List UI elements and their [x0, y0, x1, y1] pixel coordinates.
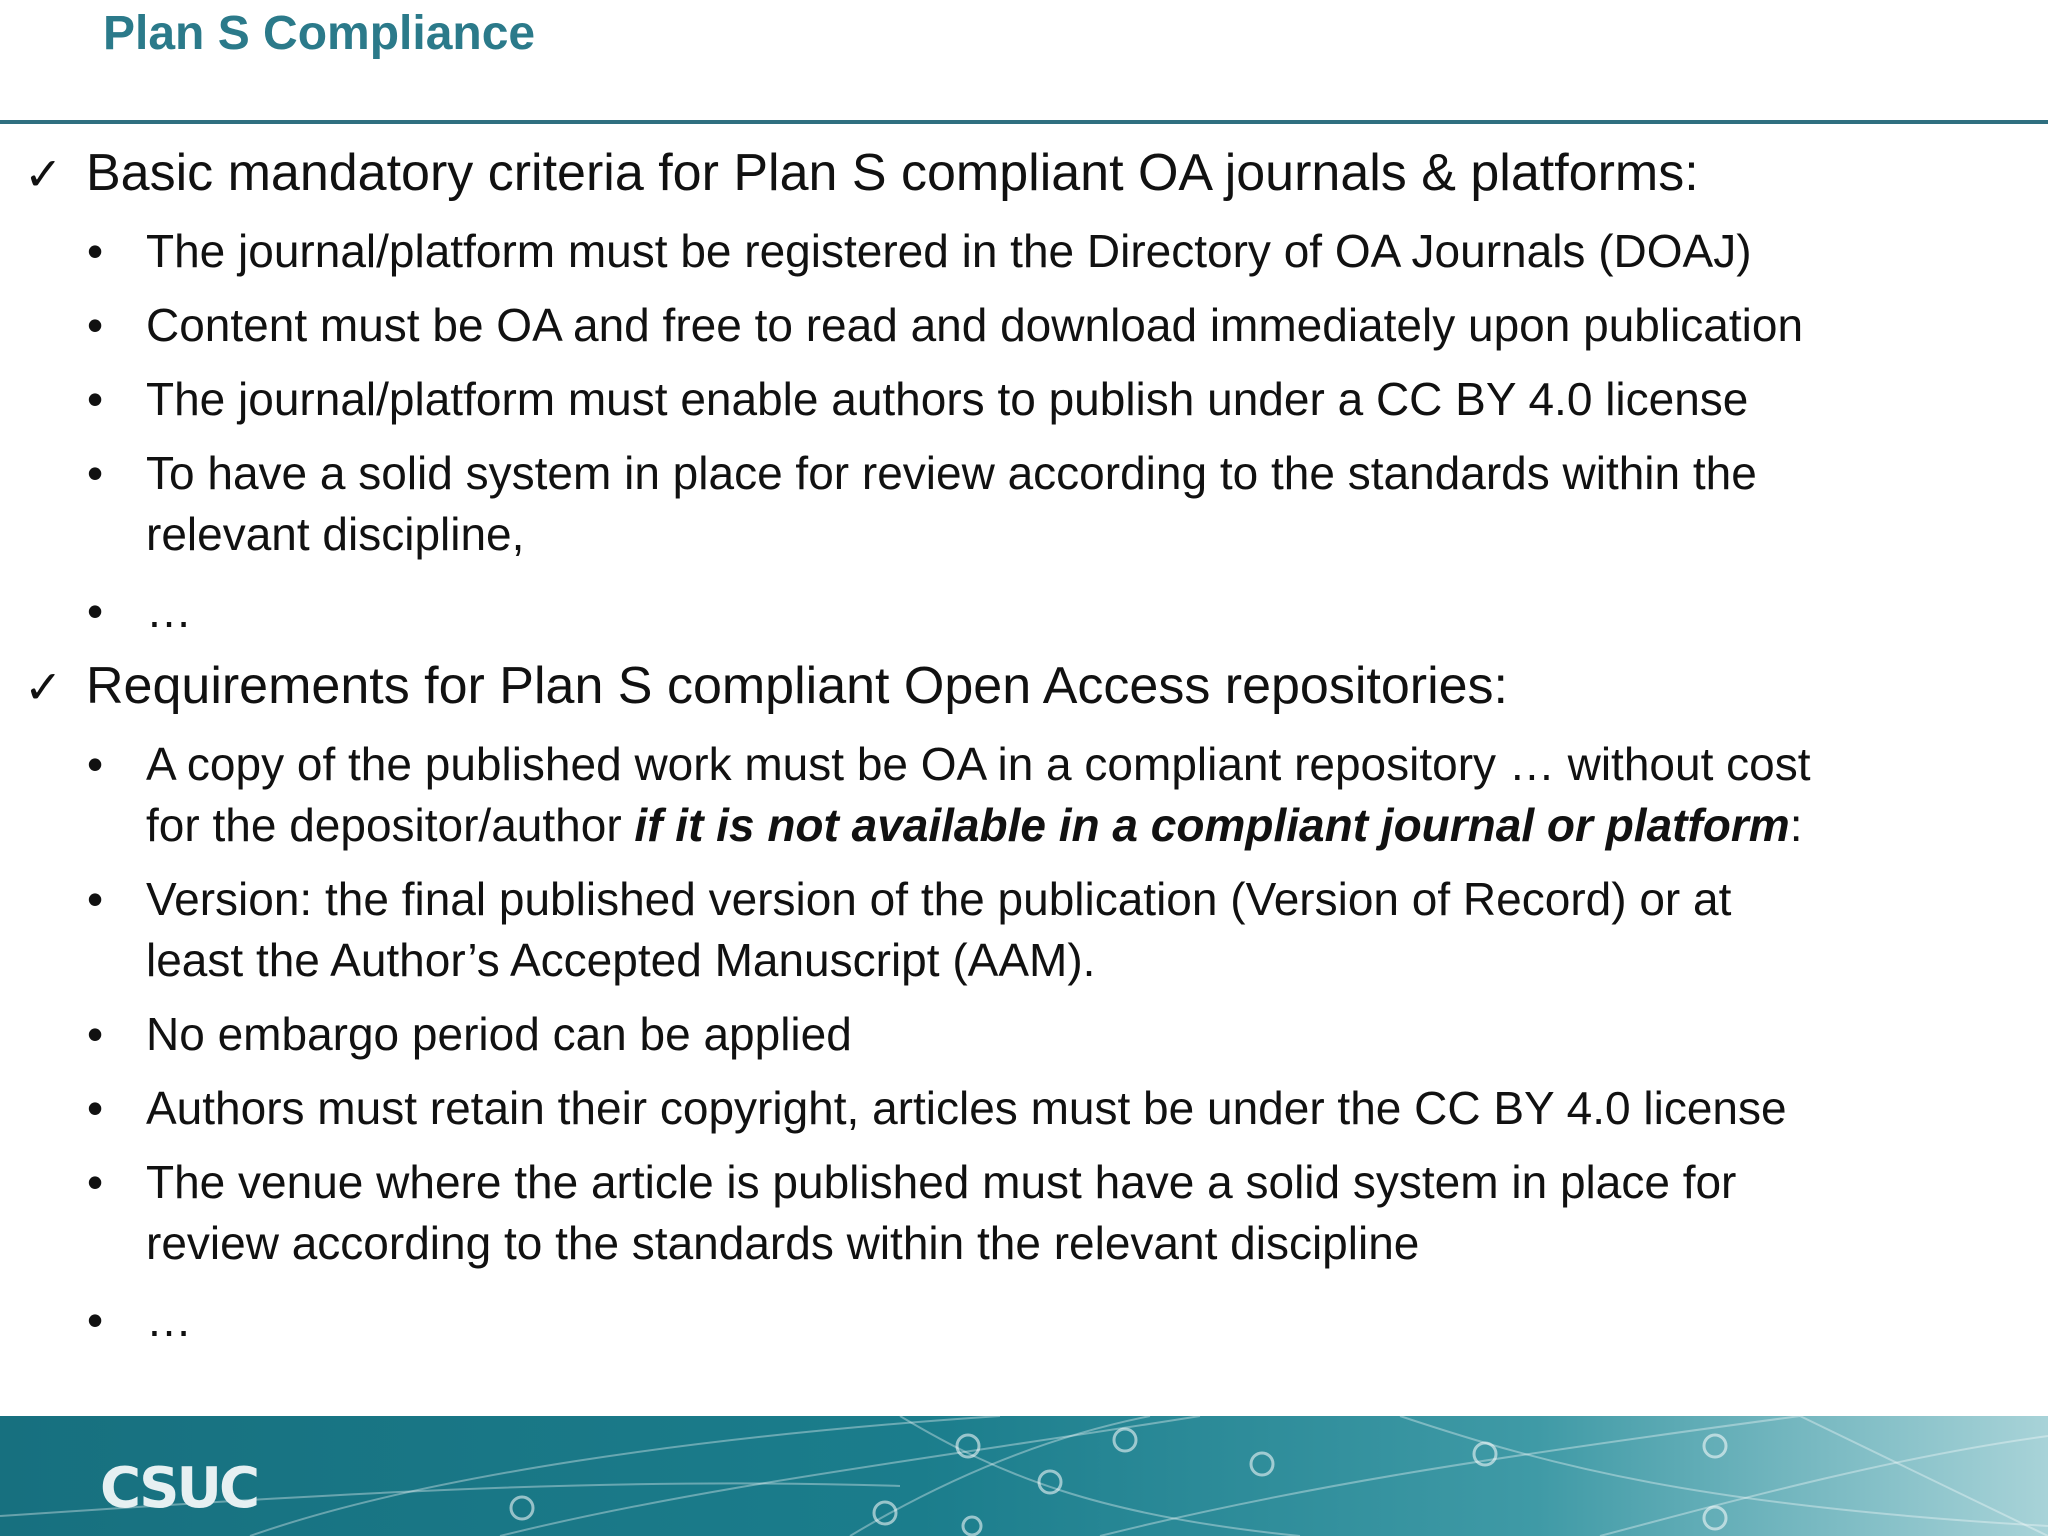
- slide-title: Plan S Compliance: [103, 7, 536, 60]
- list-item: [80, 869, 2020, 991]
- emphasis-text: if it is not available in a compliant journal or platform: [634, 799, 1790, 851]
- list-item: [80, 734, 2020, 856]
- bullet-icon: •: [86, 873, 104, 925]
- bullet-icon: •: [86, 585, 104, 637]
- list-item-text: No embargo period can be applied: [146, 1008, 852, 1060]
- list-item: [80, 295, 2020, 356]
- bullet-icon: •: [86, 1008, 104, 1060]
- list-item-text: Version: the final published version of the publication (Version of Record) or at: [146, 873, 1732, 925]
- bullet-icon: •: [86, 1082, 104, 1134]
- list-item: [80, 221, 2020, 282]
- list-item-text: The venue where the article is published must have a solid system in place for: [146, 1156, 1737, 1208]
- list-item: [80, 1152, 2020, 1274]
- colon-text: :: [1789, 799, 1803, 851]
- bullet-icon: •: [86, 738, 104, 790]
- list-item: [80, 369, 2020, 430]
- list-item: [80, 1004, 2020, 1065]
- list-item-text: Content must be OA and free to read and download immediately upon publication: [146, 299, 1804, 351]
- csuc-logo: CSUC: [100, 1456, 258, 1521]
- list-item-text-continued: relevant discipline,: [146, 508, 525, 560]
- bullet-icon: •: [86, 447, 104, 499]
- bullet-icon: •: [86, 1294, 104, 1346]
- section-heading-journals: [24, 142, 1699, 205]
- section-heading-text: Basic mandatory criteria for Plan S compliant OA journals & platforms:: [86, 144, 1699, 202]
- list-item: [80, 1078, 2020, 1139]
- list-item-text: …: [146, 1294, 192, 1346]
- list-item-text-continued: review according to the standards within the relevant discipline: [146, 1217, 1420, 1269]
- list-item-text: A copy of the published work must be OA in a compliant repository … without cost: [146, 738, 1811, 790]
- bullet-icon: •: [86, 1156, 104, 1208]
- bullet-icon: •: [86, 299, 104, 351]
- bullet-icon: •: [86, 373, 104, 425]
- list-item: [80, 443, 2020, 565]
- list-item-text: …: [146, 585, 192, 637]
- list-item-text-continued: [146, 795, 2020, 856]
- checkmark-icon: ✓: [24, 661, 63, 713]
- network-decoration: [0, 1416, 2048, 1536]
- list-item: [80, 1290, 2020, 1351]
- bullet-icon: •: [86, 225, 104, 277]
- section-heading-repositories: [24, 655, 1508, 718]
- list-item-text: The journal/platform must enable authors to publish under a CC BY 4.0 license: [146, 373, 1749, 425]
- checkmark-icon: ✓: [24, 148, 63, 200]
- title-divider: [0, 120, 2048, 124]
- list-item-text: Authors must retain their copyright, articles must be under the CC BY 4.0 license: [146, 1082, 1787, 1134]
- list-item-text-continued: least the Author’s Accepted Manuscript (AAM).: [146, 934, 1096, 986]
- list-item-text: The journal/platform must be registered in the Directory of OA Journals (DOAJ): [146, 225, 1752, 277]
- section-heading-text: Requirements for Plan S compliant Open Access repositories:: [86, 657, 1509, 715]
- footer-band: [0, 1416, 2048, 1536]
- list-item: [80, 581, 2020, 642]
- plain-text: for the depositor/author: [146, 799, 635, 851]
- list-item-text: To have a solid system in place for review according to the standards within the: [146, 447, 1757, 499]
